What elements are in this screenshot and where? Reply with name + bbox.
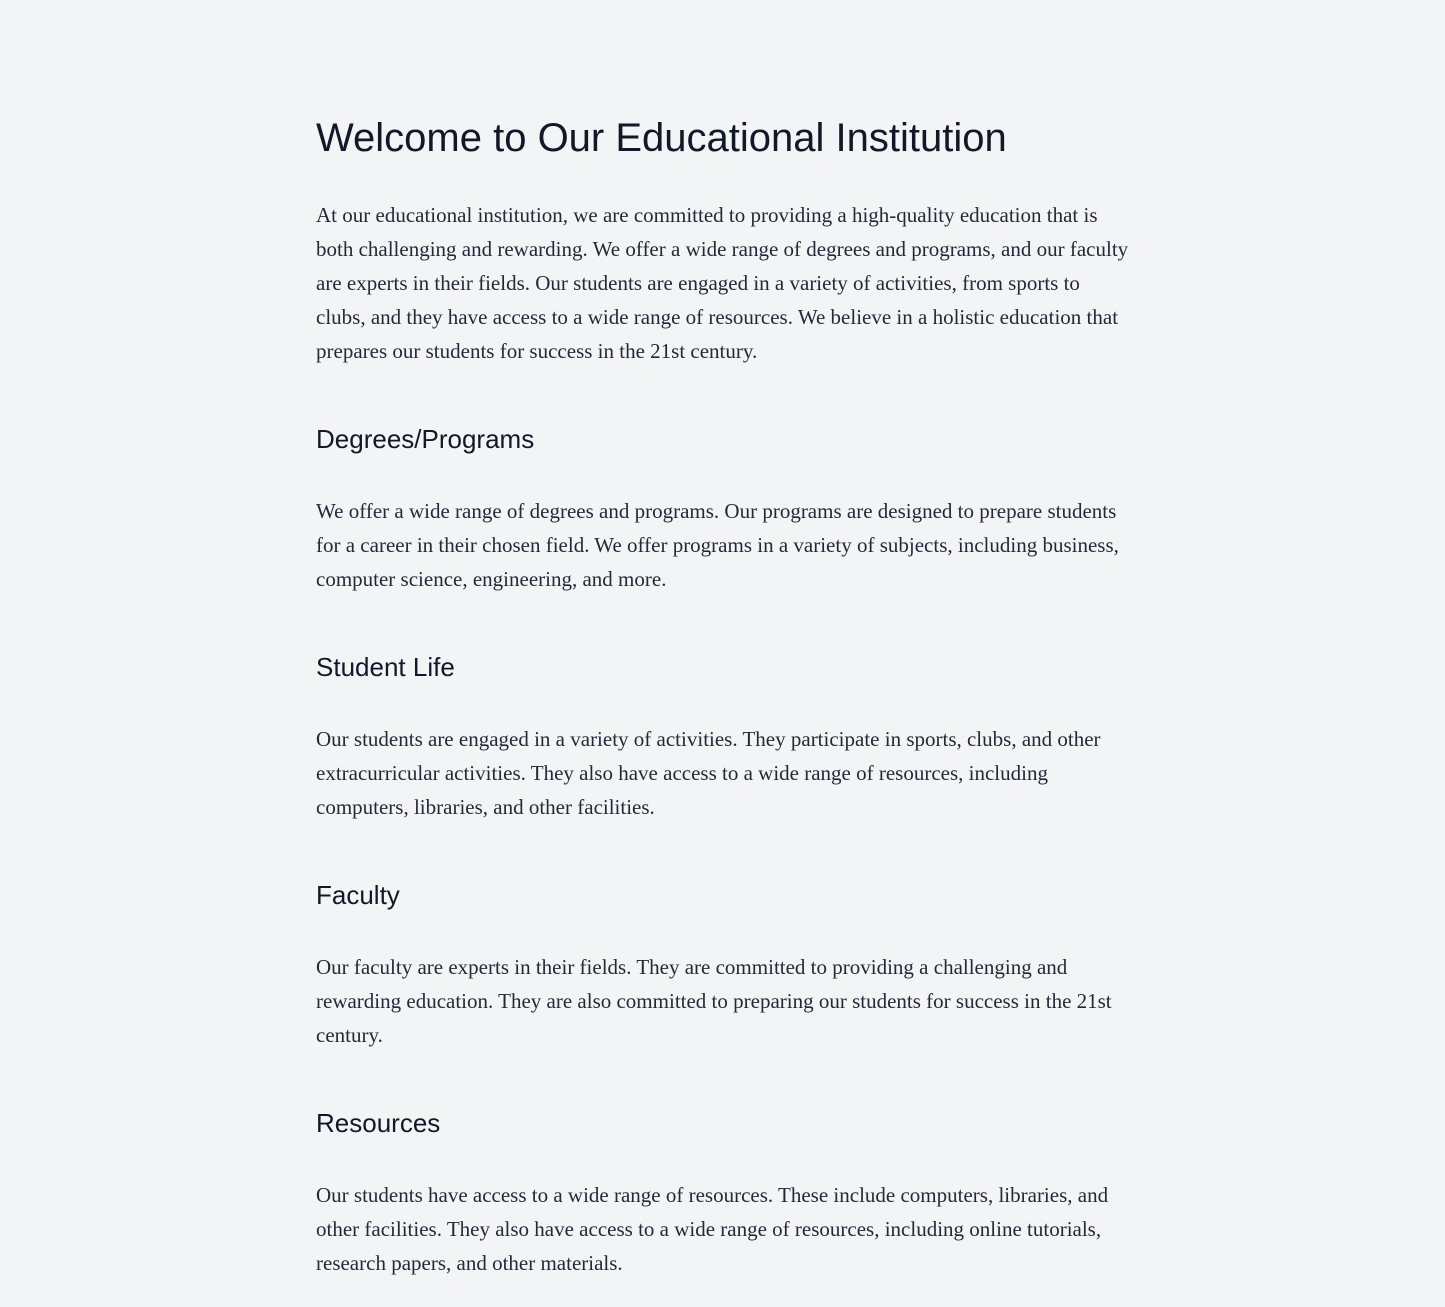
- section-degrees-programs: [316, 422, 1148, 596]
- section-title: Resources: [316, 1108, 441, 1138]
- section-body: Our students have access to a wide range of resources. These include computers, libraries, and other facilities. They also have access to a wide range of resources, including online tutorials, research papers, and other materials.: [316, 1183, 1109, 1275]
- section-body: We offer a wide range of degrees and programs. Our programs are designed to prepare students for a career in their chosen field. We offer programs in a variety of subjects, including business, computer science, engineering, and more.: [316, 499, 1119, 591]
- section-body: Our students are engaged in a variety of activities. They participate in sports, clubs, and other extracurricular activities. They also have access to a wide range of resources, including computers, libraries, and other facilities.: [316, 727, 1101, 819]
- section-title: Student Life: [316, 652, 455, 682]
- section-student-life: [316, 650, 1148, 824]
- section-title: Degrees/Programs: [316, 424, 535, 454]
- section-faculty: [316, 878, 1148, 1052]
- section-body: Our faculty are experts in their fields. They are committed to providing a challenging and rewarding education. They are also committed to preparing our students for success in the 21st century.: [316, 955, 1112, 1047]
- section-title: Faculty: [316, 880, 400, 910]
- main-content: [316, 0, 1148, 1280]
- section-resources: [316, 1106, 1148, 1280]
- intro-paragraph: At our educational institution, we are committed to providing a high-quality education that is both challenging and rewarding. We offer a wide range of degrees and programs, and our faculty are experts in their fields. Our students are engaged in a variety of activities, from sports to clubs, and they have access to a wide range of resources. We believe in a holistic education that prepares our students for success in the 21st century.: [316, 203, 1129, 363]
- page-title: Welcome to Our Educational Institution: [316, 116, 1007, 160]
